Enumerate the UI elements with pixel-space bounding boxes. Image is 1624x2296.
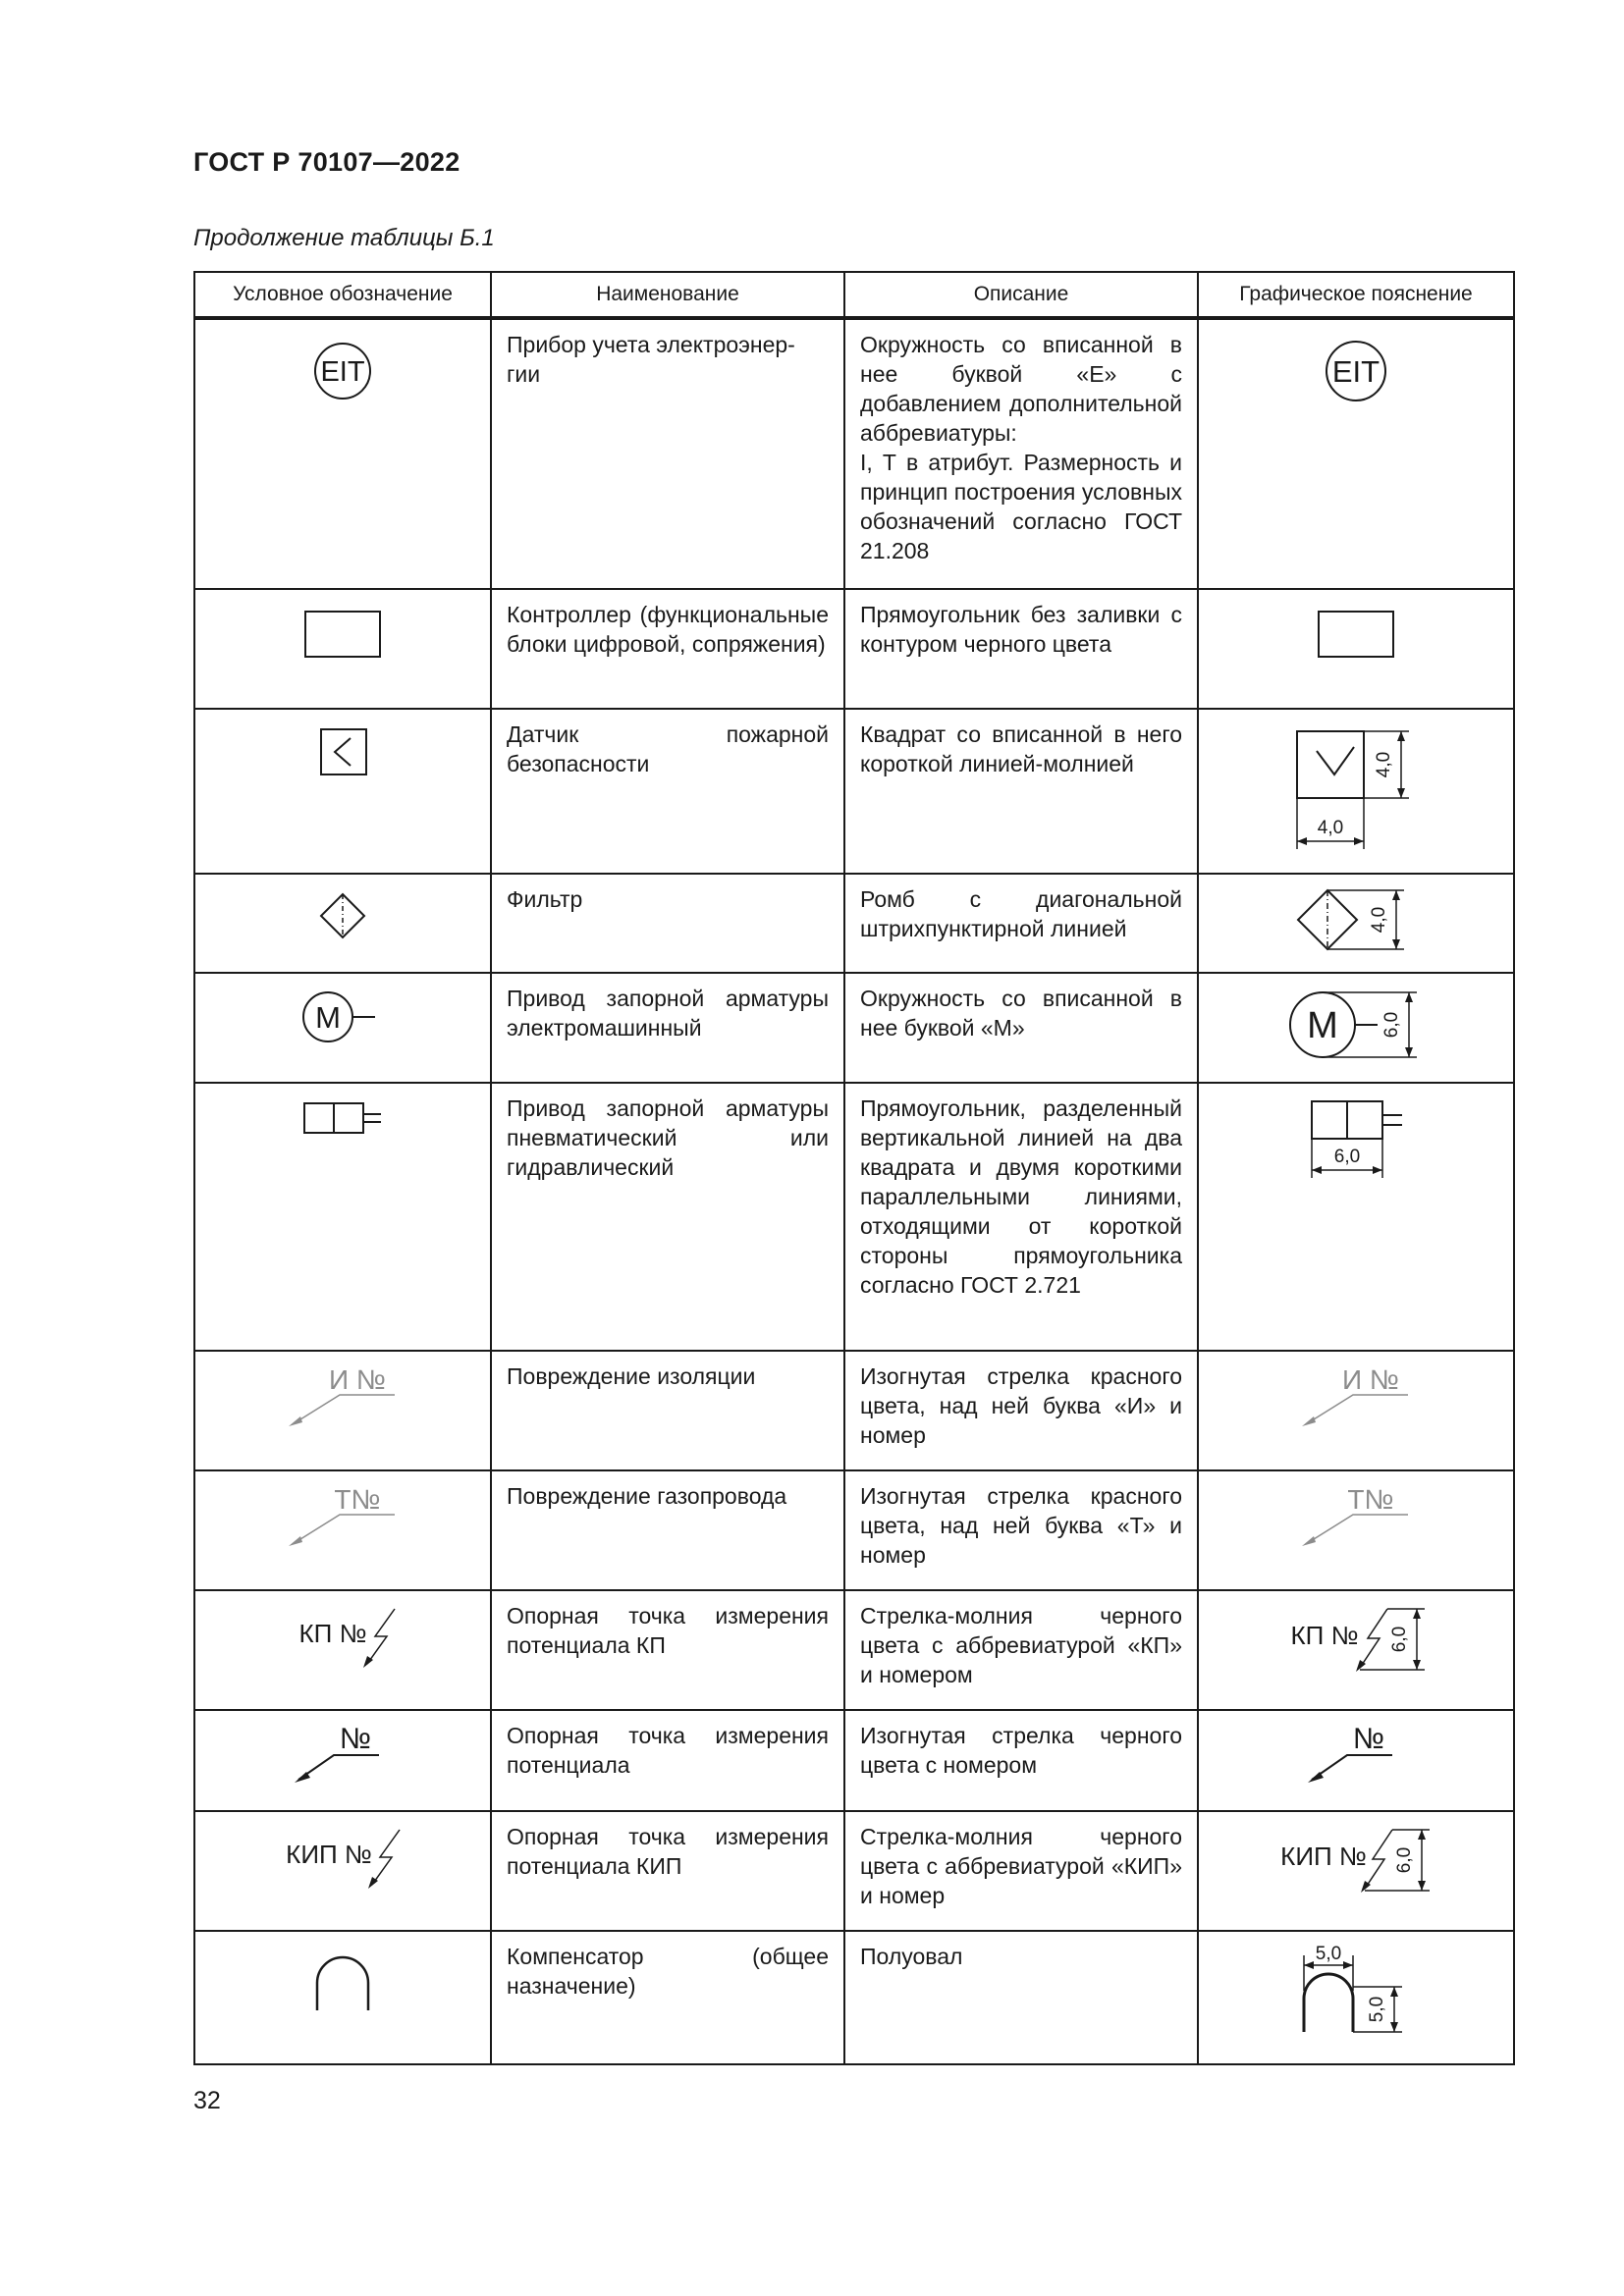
filter-graphic-icon xyxy=(1292,886,1420,955)
symbol-cell xyxy=(194,318,491,589)
description-cell: Квадрат со вписанной в него короткой линией-молнией xyxy=(844,709,1198,874)
graphic-cell xyxy=(1198,1590,1514,1710)
graphic-cell xyxy=(1198,874,1514,973)
table-header-row xyxy=(194,272,1514,318)
symbol-cell xyxy=(194,589,491,709)
symbol-cell xyxy=(194,1351,491,1470)
table-caption: Продолжение таблицы Б.1 xyxy=(193,225,495,251)
name-cell: Опорная точка измерения потенциала КИП xyxy=(491,1811,844,1931)
name-cell: Компенсатор (общее назначение) xyxy=(491,1931,844,2064)
graphic-label: № xyxy=(1352,1723,1385,1755)
controller-icon xyxy=(298,602,387,661)
table-row xyxy=(194,973,1514,1083)
dimension-label: 5,0 xyxy=(1315,1944,1342,1964)
dimension-label: 4,0 xyxy=(1369,906,1389,934)
symbol-label: КИП № xyxy=(286,1840,372,1869)
name-cell: Повреждение газопровода xyxy=(491,1470,844,1590)
reference-point-graphic-icon xyxy=(1302,1723,1410,1791)
graphic-label: Т№ xyxy=(1347,1484,1394,1515)
description-cell: Стрелка-молния черного цвета с аббревиатурой «КИП» и номер xyxy=(844,1811,1198,1931)
symbol-cell xyxy=(194,874,491,973)
table-row xyxy=(194,874,1514,973)
description-cell: Ромб с диагональной штрихпунктирной линией xyxy=(844,874,1198,973)
fire-sensor-icon xyxy=(313,721,372,780)
dimension-label: 6,0 xyxy=(1381,1011,1402,1039)
reference-point-kip-graphic-icon xyxy=(1272,1824,1439,1897)
symbol-cell xyxy=(194,709,491,874)
table-row xyxy=(194,1710,1514,1811)
dimension-label: 5,0 xyxy=(1367,1996,1387,2023)
symbol-cell xyxy=(194,1811,491,1931)
dimension-label: 6,0 xyxy=(1394,1846,1415,1874)
filter-icon xyxy=(313,886,372,945)
graphic-cell xyxy=(1198,318,1514,589)
page-number: 32 xyxy=(193,2087,221,2114)
electric-actuator-graphic-icon xyxy=(1287,986,1425,1064)
graphic-label: И № xyxy=(1342,1364,1399,1395)
description-cell: Окружность со вписанной в нее буквой «М» xyxy=(844,973,1198,1083)
name-cell: Привод запорной арматуры электромашинный xyxy=(491,973,844,1083)
electricity-meter-icon xyxy=(298,332,387,410)
document-standard-title: ГОСТ Р 70107—2022 xyxy=(193,147,460,177)
graphic-cell xyxy=(1198,1351,1514,1470)
name-cell: Датчик пожарной безопасности xyxy=(491,709,844,874)
graphic-cell xyxy=(1198,1470,1514,1590)
gas-pipeline-damage-icon xyxy=(279,1483,406,1552)
header-symbol: Условное обозначение xyxy=(194,272,491,318)
symbol-cell xyxy=(194,1470,491,1590)
compensator-graphic-icon xyxy=(1292,1944,1420,2042)
graphic-cell xyxy=(1198,1931,1514,2064)
symbol-label: КП № xyxy=(298,1619,367,1648)
name-cell: Опорная точка измерения потенциала КП xyxy=(491,1590,844,1710)
name-cell: Фильтр xyxy=(491,874,844,973)
description-cell: Окружность со вписанной в нее буквой «Е» с добавлением дополнительной аббревиатуры: I, Т в атрибут. Размерность и принцип построения условных обозначений согласно ГОСТ 21.208 xyxy=(844,318,1198,589)
symbol-label: № xyxy=(339,1723,372,1755)
reference-point-icon xyxy=(289,1723,397,1791)
header-description: Описание xyxy=(844,272,1198,318)
compensator-icon xyxy=(303,1944,382,2022)
table-row xyxy=(194,1083,1514,1351)
fire-sensor-graphic-icon xyxy=(1287,721,1425,859)
graphic-label: КИП № xyxy=(1280,1842,1367,1871)
symbol-label: Т№ xyxy=(334,1484,381,1515)
symbols-table xyxy=(193,271,1515,2065)
description-cell: Изогнутая стрелка красного цвета, над ней буква «Т» и номер xyxy=(844,1470,1198,1590)
electric-actuator-icon xyxy=(298,986,387,1054)
description-cell: Стрелка-молния черного цвета с аббревиатурой «КП» и номером xyxy=(844,1590,1198,1710)
graphic-label: EIT xyxy=(1331,354,1380,389)
graphic-cell xyxy=(1198,589,1514,709)
dimension-label: 6,0 xyxy=(1333,1147,1361,1167)
description-cell: Изогнутая стрелка красного цвета, над ней буква «И» и номер xyxy=(844,1351,1198,1470)
graphic-cell xyxy=(1198,1083,1514,1351)
description-cell: Прямоугольник, разделенный вертикальной линией на два квадрата и двумя короткими параллельными линиями, отходящими от короткой стороны прямоугольника согласно ГОСТ 2.721 xyxy=(844,1083,1198,1351)
graphic-cell xyxy=(1198,973,1514,1083)
description-cell: Полуовал xyxy=(844,1931,1198,2064)
pneumatic-actuator-graphic-icon xyxy=(1302,1095,1410,1194)
symbol-label: M xyxy=(315,1000,341,1035)
name-cell: Прибор учета электроэнер- гии xyxy=(491,318,844,589)
pneumatic-actuator-icon xyxy=(298,1095,387,1145)
insulation-damage-icon xyxy=(279,1363,406,1432)
table-row xyxy=(194,318,1514,589)
description-cell: Изогнутая стрелка черного цвета с номером xyxy=(844,1710,1198,1811)
name-cell: Привод запорной арматуры пневматический или гидравлический xyxy=(491,1083,844,1351)
description-cell: Прямоугольник без заливки с контуром черного цвета xyxy=(844,589,1198,709)
graphic-cell xyxy=(1198,1811,1514,1931)
name-cell: Повреждение изоляции xyxy=(491,1351,844,1470)
symbol-cell xyxy=(194,1931,491,2064)
header-graphic: Графическое пояснение xyxy=(1198,272,1514,318)
dimension-label: 6,0 xyxy=(1389,1626,1410,1653)
graphic-cell xyxy=(1198,709,1514,874)
gas-pipeline-damage-graphic-icon xyxy=(1292,1483,1420,1552)
symbol-label: И № xyxy=(329,1364,386,1395)
table-row xyxy=(194,1931,1514,2064)
header-name: Наименование xyxy=(491,272,844,318)
controller-graphic-icon xyxy=(1312,602,1400,661)
dimension-label: 4,0 xyxy=(1374,751,1394,778)
symbol-cell xyxy=(194,973,491,1083)
graphic-label: M xyxy=(1307,1005,1338,1046)
table-row xyxy=(194,1470,1514,1590)
table-row xyxy=(194,709,1514,874)
name-cell: Опорная точка измерения потенциала xyxy=(491,1710,844,1811)
table-row xyxy=(194,1590,1514,1710)
graphic-cell xyxy=(1198,1710,1514,1811)
symbol-cell xyxy=(194,1590,491,1710)
insulation-damage-graphic-icon xyxy=(1292,1363,1420,1432)
dimension-label: 4,0 xyxy=(1317,818,1344,838)
reference-point-kp-icon xyxy=(279,1603,406,1672)
graphic-label: КП № xyxy=(1290,1621,1359,1650)
table-row xyxy=(194,1811,1514,1931)
table-row xyxy=(194,1351,1514,1470)
symbol-label: EIT xyxy=(320,356,365,388)
name-cell: Контроллер (функциональные блоки цифровой, сопряжения) xyxy=(491,589,844,709)
symbol-cell xyxy=(194,1083,491,1351)
electricity-meter-graphic-icon xyxy=(1312,332,1400,410)
table-row xyxy=(194,589,1514,709)
symbol-cell xyxy=(194,1710,491,1811)
reference-point-kip-icon xyxy=(274,1824,411,1893)
reference-point-kp-graphic-icon xyxy=(1277,1603,1435,1677)
